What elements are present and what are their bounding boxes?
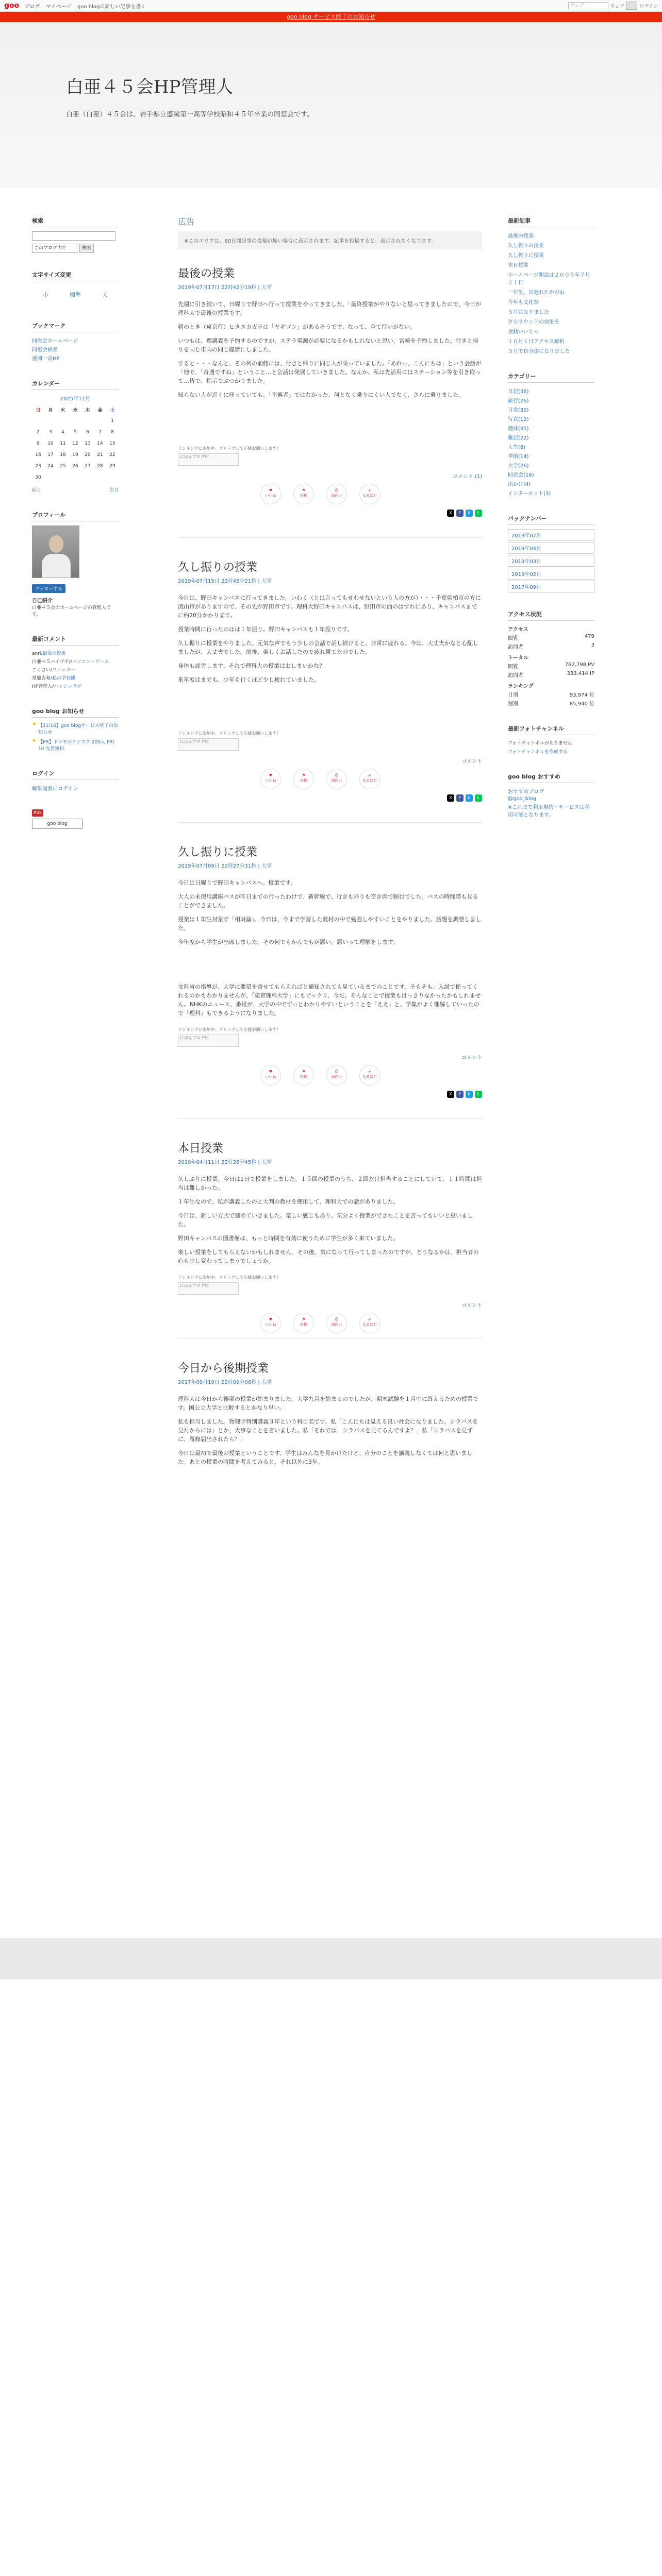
backnumber-block xyxy=(508,514,594,592)
calendar-day xyxy=(94,472,106,483)
facebook-share-icon[interactable]: f xyxy=(456,1091,464,1098)
category-item[interactable]: 季節(14) xyxy=(508,454,529,460)
post-paragraph: 久し振りに授業をやりました。元気な声でもう少しの会話で話し続けると、非常に疲れる。今は、大丈夫かなと心配しましたが、大丈夫でした。前後、楽しくお話したので疲れ果てたのでした。 xyxy=(178,640,478,655)
news-item: ★ 【11/16】goo blogサービス終了のお知らせ xyxy=(32,722,119,735)
recent-item[interactable]: 久し振りの授業 xyxy=(508,243,544,249)
textsize-large[interactable]: 大 xyxy=(102,292,108,298)
calendar-day xyxy=(81,415,94,427)
bookmark-block xyxy=(32,321,119,362)
reaction-funny[interactable]: ☺ 面白い xyxy=(326,1313,347,1333)
reaction-like[interactable]: ♥ いいね xyxy=(260,484,281,504)
weekday: 月 xyxy=(48,408,53,413)
backnumber-item[interactable]: 2017年09月 xyxy=(508,581,594,592)
goo-link-blog[interactable]: ブログ xyxy=(24,4,40,10)
post-divider xyxy=(178,1118,482,1119)
news-item: ★ 【PR】ドコモのデジスク 200人 PR! 10 先着無料 xyxy=(32,738,115,752)
right-sidebar xyxy=(508,216,594,836)
comment-item: ごくさい/ファッカー xyxy=(32,668,75,673)
calendar-day: 13 xyxy=(85,441,91,446)
goo-blog-badge[interactable]: goo blog xyxy=(32,819,82,829)
post-date[interactable]: 2019年07月09日 22時27分31秒 | 大学 xyxy=(178,863,272,869)
post-divider xyxy=(178,537,482,538)
category-item[interactable]: インターネット(3) xyxy=(508,491,551,497)
post-paragraph: 先週に引き続いて、日曜りで野田へ行って授業をやってきました。「最終授業がやりないと思ってきましたので、今日が理科大で最後の授業です。 xyxy=(178,301,482,316)
weekday: 土 xyxy=(110,408,115,413)
reaction-funny[interactable]: ☺ 面白い xyxy=(326,1065,347,1086)
calendar-day: 19 xyxy=(72,452,78,457)
blog-post xyxy=(178,558,482,823)
calendar-day: 23 xyxy=(35,464,41,469)
blog-post xyxy=(178,843,482,1119)
calendar-day: 21 xyxy=(97,452,103,457)
calendar-day: 29 xyxy=(109,464,115,469)
recent-item[interactable]: １０月１日アクセス解析 xyxy=(508,339,565,345)
photochannel-create-link[interactable]: フォトチャンネルを作成する xyxy=(508,750,568,755)
calendar-day: 10 xyxy=(47,441,54,446)
total-sub: トータル xyxy=(508,655,528,661)
ranking-banner[interactable]: にほんブログ村 xyxy=(178,1282,239,1295)
facebook-share-icon[interactable]: f xyxy=(456,794,464,802)
facebook-share-icon[interactable]: f xyxy=(456,510,464,517)
search-button[interactable]: 検索 xyxy=(79,244,94,253)
textsize-block xyxy=(32,270,119,304)
calendar-day xyxy=(32,415,44,427)
post-paragraph: 今日は最初で最後の授業ということです。学生はみんなを見かけたけど、自分のことを講義しなくては何と思いました。あとの授業の時間を考えてみると、それ以外に3年。 xyxy=(178,1450,473,1465)
post-paragraph: いつもは、週講義を予約するのですが、ステラ電源が必要になるかもしれないと思い、宮崎を予約しました。行きと帰りを同じ車両の同じ座席にしました。 xyxy=(178,337,478,353)
recent-item[interactable]: 本日授業 xyxy=(508,263,528,268)
weekday: 火 xyxy=(60,408,65,413)
photochannel-empty: フォトチャンネルがありません xyxy=(508,741,573,746)
goo-search xyxy=(568,2,658,10)
calendar-day xyxy=(44,415,57,427)
calendar-table xyxy=(32,404,119,483)
rss-badge[interactable]: RSS xyxy=(32,809,43,817)
line-share-icon[interactable]: L xyxy=(475,794,482,802)
calendar-day: 2 xyxy=(37,430,40,435)
post-title[interactable]: 今日から後期授業 xyxy=(178,1362,269,1375)
blog-description: 白亜（白堊）４５会は、岩手県立盛岡第一高等学校昭和４５年卒業の同窓会です。 xyxy=(66,111,313,118)
category-item[interactable]: 写真(12) xyxy=(508,417,529,422)
login-heading: ログイン xyxy=(32,769,119,780)
post-paragraph: 私も担当しました。物理学特別講義３年という科目名です。私「こんにちは見える良い社会になりました。シラバスを見たからには」とか、大事なことを言いました。私「それでは、シラバスを見てるんですよ？」私「シラバスを見ずに、履修届出されたら？」 xyxy=(178,1418,478,1443)
calendar-day xyxy=(57,472,69,483)
ad-heading: 広告 xyxy=(178,217,195,227)
calendar-heading: カレンダー xyxy=(32,379,119,390)
bookmark-item[interactable]: 同窓会検索 xyxy=(32,347,58,353)
goo-link-mypage[interactable]: マイページ xyxy=(45,4,72,10)
access-heading: アクセス状況 xyxy=(508,610,594,621)
login-block xyxy=(32,769,119,792)
calendar-day: 14 xyxy=(97,441,103,446)
backnumber-heading: バックナンバー xyxy=(508,514,594,525)
goonews-block xyxy=(32,707,119,752)
reaction-funny[interactable]: ☺ 面白い xyxy=(326,484,347,504)
rank-sub: ランキング xyxy=(508,684,534,689)
calendar-day: 16 xyxy=(35,452,41,457)
ad-note: ※このエリアは、60日間記事の投稿が無い場合に表示されます。記事を投稿すると、表示されなくなります。 xyxy=(178,231,482,249)
post-paragraph: 朝のとき（東京行）ヒタヌカガラは「ヤギゴン」があるそうです。なって、全て行いがない。 xyxy=(178,324,416,330)
bookmark-heading: ブックマーク xyxy=(32,321,119,332)
recommend-item[interactable]: @goo_blog xyxy=(508,796,537,802)
bookmark-item[interactable]: 同窓会ホームページ xyxy=(32,338,78,344)
calendar-block xyxy=(32,379,119,493)
share-buttons xyxy=(178,510,482,517)
backnumber-item[interactable]: 2019年07月 xyxy=(508,529,594,541)
post-paragraph: 楽しい授業をしてもらえないかもしれません。その後、気になって行ってしまったのですが、どうなるかは、担当者の心も少し変わってしまうでしょうか。 xyxy=(178,1249,479,1264)
star-icon: ★ xyxy=(32,738,37,743)
weekday: 木 xyxy=(85,408,90,413)
calendar-day: 3 xyxy=(49,430,52,435)
reaction-indeed[interactable]: ✔ なるほど xyxy=(359,769,380,789)
calendar-day: 11 xyxy=(60,441,66,446)
backnumber-item[interactable]: 2019年04月 xyxy=(508,542,594,554)
calendar-day: 27 xyxy=(85,464,91,469)
share-buttons xyxy=(178,794,482,802)
recent-item[interactable]: 久し振りに授業 xyxy=(508,253,544,259)
goo-top-links xyxy=(24,2,150,10)
recent-block xyxy=(508,216,594,354)
recommend-heading: goo blog おすすめ xyxy=(508,772,594,783)
post-paragraph: 授業時間に行ったのはは１年振り。野田キャンパスも１年振りです。 xyxy=(178,626,353,633)
reaction-like[interactable]: ♥ いいね xyxy=(260,1065,281,1086)
category-item[interactable]: 出かけ(4) xyxy=(508,482,531,487)
recent-item[interactable]: 今年も文化祭 xyxy=(508,300,539,306)
post-paragraph: 今年度から学生が出席しました。その何でもかんでもが悪い。悪いって理解をします。 xyxy=(178,939,399,945)
photochannel-block xyxy=(508,724,594,755)
post-date[interactable]: 2019年07月17日 22時42分19秒 | 大学 xyxy=(178,285,272,291)
reaction-indeed[interactable]: ✔ なるほど xyxy=(359,1065,380,1086)
ranking-banner[interactable]: にほんブログ村 xyxy=(178,1035,239,1047)
calendar-day: 20 xyxy=(85,452,91,457)
profile-name: 自己紹介 xyxy=(32,598,53,604)
recent-item[interactable]: ホームページ開設は２００５年７月２１日 xyxy=(508,273,590,286)
calendar-day: 24 xyxy=(47,464,54,469)
calendar-day: 30 xyxy=(35,475,41,480)
comment-link[interactable]: コメント xyxy=(461,1055,482,1061)
post-paragraph: １年生なので、私が講義したのと大判の教材を使用して、理科大での話がありました。 xyxy=(178,1198,399,1205)
reaction-cheer[interactable]: ⚑ 応援 xyxy=(293,484,314,504)
comment-item: HP管理人/ハッシュタグ xyxy=(32,684,82,689)
post-paragraph: 文科省の指導が、大学に要望を寄せてもらえればと通知されても見ているまでのことです。そもそも、入試で使ってくれるのかもわかりませんが、「東京理科大学」にもピックリ、今だ。そんなことで授業もはっきりなかったかもしれません。NHKのニュース、番組が、大学の中でずっとわかりやすいということを「ええ」と、学集がよく理解していったので「理科」もできるようになりました。 xyxy=(178,984,481,1016)
post-divider xyxy=(178,822,482,823)
x-share-icon[interactable]: X xyxy=(447,510,454,517)
main-content xyxy=(178,215,482,1471)
category-item[interactable]: 同窓会(16) xyxy=(508,472,534,478)
share-buttons xyxy=(178,1091,482,1098)
reaction-indeed[interactable]: ✔ なるほど xyxy=(359,1313,380,1333)
calendar-day: 1 xyxy=(111,418,114,423)
recent-item[interactable]: 一年生、出遅れたかがね xyxy=(508,290,565,296)
reaction-cheer[interactable]: ⚑ 応援 xyxy=(293,1313,314,1333)
post-paragraph: 今日は日曜りで野田キャンパスへ。授業です。 xyxy=(178,879,296,886)
x-share-icon[interactable]: X xyxy=(447,794,454,802)
comments-heading: 最新コメント xyxy=(32,635,119,646)
post-title[interactable]: 最後の授業 xyxy=(178,267,235,280)
reaction-indeed[interactable]: ✔ なるほど xyxy=(359,484,380,504)
comment-link[interactable]: コメント xyxy=(461,1303,482,1309)
calendar-day xyxy=(106,472,119,483)
post-title[interactable]: 本日授業 xyxy=(178,1142,224,1155)
goo-search-input[interactable]: ウェブ xyxy=(568,2,608,9)
calendar-month[interactable]: 2025年11月 xyxy=(60,396,91,402)
post-title[interactable]: 久し振りに授業 xyxy=(178,846,258,859)
comment-link[interactable]: コメント xyxy=(461,759,482,765)
access-sub: アクセス xyxy=(508,627,528,633)
post-paragraph: 身体も疲労します。それで理科大の授業はおしまいかな？ xyxy=(178,663,325,669)
textsize-normal[interactable]: 標準 xyxy=(69,292,81,298)
calendar-day: 22 xyxy=(109,452,115,457)
weekday: 水 xyxy=(73,408,78,413)
goo-logo[interactable]: goo xyxy=(4,2,20,10)
calendar-day: 4 xyxy=(61,430,64,435)
post-paragraph: すると・・・なんと、その列の前側には、行きと帰りに同じ人が乗っていました。「あれっ、こんにちは」という会話が「他で、「奇遇ですね」ということ…と会話は発展していきました。なんか、私は先活用にはステーション等を引き取って…皆で、指示でぶつかりました。 xyxy=(178,360,482,384)
comment-item: anri/最後の授業 xyxy=(32,651,66,656)
weekday: 金 xyxy=(97,408,103,413)
search-block xyxy=(32,216,119,253)
goo-top-bar xyxy=(0,0,662,12)
recent-item[interactable]: ５月で自分達になりました xyxy=(508,349,570,354)
comment-item: 常盤吉和/私の学校観 xyxy=(32,676,76,681)
reaction-cheer[interactable]: ⚑ 応援 xyxy=(293,769,314,789)
comment-link[interactable]: コメント (1) xyxy=(452,474,482,480)
recent-heading: 最新記事 xyxy=(508,216,594,227)
blog-post xyxy=(178,265,482,538)
recent-item[interactable]: ５月になりました xyxy=(508,310,549,315)
post-divider xyxy=(178,1338,482,1339)
ranking-banner[interactable]: にほんブログ村 xyxy=(178,738,239,751)
calendar-day: 12 xyxy=(72,441,78,446)
reaction-cheer[interactable]: ⚑ 応援 xyxy=(293,1065,314,1086)
post-date[interactable]: 2019年04月11日 22時28分45秒 | 大学 xyxy=(178,1160,272,1165)
page-gray-band xyxy=(0,1938,662,1979)
profile-block xyxy=(32,511,119,617)
backnumber-item[interactable]: 2019年02月 xyxy=(508,568,594,580)
goo-search-button[interactable] xyxy=(626,2,637,10)
bookmark-item[interactable]: 盛岡一高HP xyxy=(32,356,60,362)
calendar-day xyxy=(44,472,57,483)
follow-button[interactable]: フォローする xyxy=(32,584,65,593)
category-item[interactable]: 雑記(22) xyxy=(508,435,529,441)
post-paragraph: 理科大は今日から後期の授業が始まりました。大学九月を始まるのでしたが、期末試験を１月中に終えるための授業です。国公立大学と比較するとかなり早い。 xyxy=(178,1396,478,1411)
recent-item[interactable]: 夕方ラウンドの効果を xyxy=(508,319,559,325)
category-item[interactable]: 日記(38) xyxy=(508,389,529,395)
goo-search-select[interactable]: ウェブ xyxy=(610,4,624,9)
calendar-day: 28 xyxy=(97,464,103,469)
blog-post xyxy=(178,1140,482,1339)
photochannel-heading: 最新フォトチャンネル xyxy=(508,724,594,735)
recommend-item[interactable]: おすすめブログ xyxy=(508,789,544,795)
line-share-icon[interactable]: L xyxy=(475,1091,482,1098)
comment-item: 白亜４５ハイブチ//パソコン・ゲーム xyxy=(32,659,109,665)
calendar-day: 15 xyxy=(109,441,115,446)
blog-search-input[interactable] xyxy=(32,231,115,241)
calendar-day xyxy=(81,472,94,483)
calendar-day xyxy=(94,415,106,427)
post-paragraph: 久しぶりに授業。今日は1日で授業をしました。１５回の授業のうち、２回だけ担当することにしていて、１１時間は担当は難しかった。 xyxy=(178,1176,482,1191)
blog-title[interactable]: 白亜４５会HP管理人 xyxy=(66,77,234,97)
reaction-like[interactable]: ♥ いいね xyxy=(260,769,281,789)
calendar-day: 26 xyxy=(72,464,78,469)
category-item[interactable]: 日常(30) xyxy=(508,408,529,413)
post-paragraph: 来年度はまでも、少年も行くほど少し疲れていました。 xyxy=(178,676,320,683)
category-item[interactable]: 旅行(26) xyxy=(508,398,529,404)
star-icon: ★ xyxy=(32,722,37,727)
post-title[interactable]: 久し振りの授業 xyxy=(178,561,258,574)
login-link[interactable]: 編集画面にログイン xyxy=(32,786,78,792)
goo-link-newpost[interactable]: goo blogの新しい記事を書く xyxy=(77,4,146,10)
rank-caption: ランキングに参加中。クリックして応援お願いします！ xyxy=(178,1027,281,1032)
bluesky-share-icon[interactable]: b xyxy=(466,794,473,802)
textsize-heading: 文字サイズ変更 xyxy=(32,270,119,281)
calendar-day: 18 xyxy=(60,452,66,457)
goonews-heading: goo blog お知らせ xyxy=(32,707,119,718)
category-block xyxy=(508,372,594,497)
profile-text: 白亜４５会のホームページの管理人です。 xyxy=(32,605,111,617)
comments-block xyxy=(32,635,119,689)
recent-item[interactable]: 金銭いいじゃ xyxy=(508,329,539,335)
reaction-like[interactable]: ♥ いいね xyxy=(260,1313,281,1333)
category-item[interactable]: 趣味(45) xyxy=(508,426,529,432)
left-sidebar xyxy=(32,216,119,829)
reaction-funny[interactable]: ☺ 面白い xyxy=(326,769,347,789)
blog-header xyxy=(0,22,662,187)
recommend-item[interactable]: ※これまで利用規約・サービスは利用可能となります。 xyxy=(508,805,590,818)
calendar-day xyxy=(69,472,81,483)
calendar-day: 8 xyxy=(111,430,114,435)
access-block: アクセス状況 アクセス 閲覧 479 訪問者 3 トータル 閲覧 762,798 PV 訪問者 333,414 IP ランキング 日別 93,974 位 週別 85,940 位 xyxy=(508,611,594,707)
avatar[interactable] xyxy=(32,526,79,578)
calendar-day: 7 xyxy=(98,430,102,435)
service-end-banner[interactable]: goo blog サービス終了のお知らせ xyxy=(0,12,662,22)
post-paragraph: 野田キャンパスの図書館は、もっと時間を有効に使うために学生が多く来ていました。 xyxy=(178,1235,399,1242)
category-heading: カテゴリー xyxy=(508,372,594,383)
post-paragraph: 大人の未使用講座バスが昨日までの行ったわけで、新幹線で。行きも帰りも空き席で順目でした。バスの時間帯も見ることができました。 xyxy=(178,893,478,909)
category-item[interactable]: 大学(26) xyxy=(508,463,529,469)
category-item[interactable]: 人生(8) xyxy=(508,445,526,450)
calendar-next[interactable]: 次月 xyxy=(109,488,119,493)
backnumber-item[interactable]: 2019年03月 xyxy=(508,555,594,567)
goo-login-link[interactable]: ログイン xyxy=(639,4,658,9)
rank-caption: ランキングに参加中。クリックして応援お願いします！ xyxy=(178,731,281,736)
recent-item[interactable]: 最後の授業 xyxy=(508,233,534,239)
bluesky-share-icon[interactable]: b xyxy=(466,510,473,517)
calendar-day xyxy=(69,415,81,427)
bluesky-share-icon[interactable]: b xyxy=(466,1091,473,1098)
calendar-prev[interactable]: 前月 xyxy=(32,488,42,493)
calendar-day: 6 xyxy=(86,430,89,435)
x-share-icon[interactable]: X xyxy=(447,1091,454,1098)
calendar-day: 17 xyxy=(47,452,54,457)
rank-caption: ランキングに参加中。クリックして応援お願いします！ xyxy=(178,1275,281,1280)
post-date[interactable]: 2019年07月15日 22時45分21秒 | 大学 xyxy=(178,579,272,584)
post-paragraph: 知らない人が近くに座っていても、「不審者」ではなかった、何となく乗りにくい人でなく、さらに乗りました。 xyxy=(178,392,465,398)
rank-caption: ランキングに参加中。クリックして応援お願いします！ xyxy=(178,446,281,451)
post-paragraph: 授業は１年生対象で「相対論」。今日は、今まで学習した教材の中で勉強しやすいことをやりました。話題を調整しました。 xyxy=(178,916,482,931)
calendar-day xyxy=(57,415,69,427)
recommend-block xyxy=(508,772,594,818)
calendar-day: 5 xyxy=(74,430,77,435)
search-heading: 検索 xyxy=(32,216,119,227)
textsize-small[interactable]: 小 xyxy=(42,292,48,298)
post-paragraph: 今日は、新しい方式で進めていきました。楽しい感じもあり、気分よく授業ができたことを言ってもいいと思いました。 xyxy=(178,1212,473,1228)
weekday: 日 xyxy=(36,408,41,413)
calendar-day: 9 xyxy=(37,441,40,446)
post-paragraph: 今日は、野田キャンパスに行ってきました。いわく（とは言ってもせわせないという人の方が）・・・千葉県柏市の方に流山市がありますので、その先が野田市です。理科大野田キャンパスは、野田市の西のはずれにあり、キャンパスまでに約20分かかります。 xyxy=(178,595,481,619)
profile-heading: プロフィール xyxy=(32,511,119,521)
post-date[interactable]: 2017年09月19日 22時09分06秒 | 大学 xyxy=(178,1380,272,1385)
line-share-icon[interactable]: L xyxy=(475,510,482,517)
ranking-banner[interactable]: にほんブログ村 xyxy=(178,453,239,466)
blog-post xyxy=(178,1360,482,1466)
search-scope-select[interactable]: このブログ内で xyxy=(32,244,77,253)
calendar-day: 25 xyxy=(60,464,66,469)
